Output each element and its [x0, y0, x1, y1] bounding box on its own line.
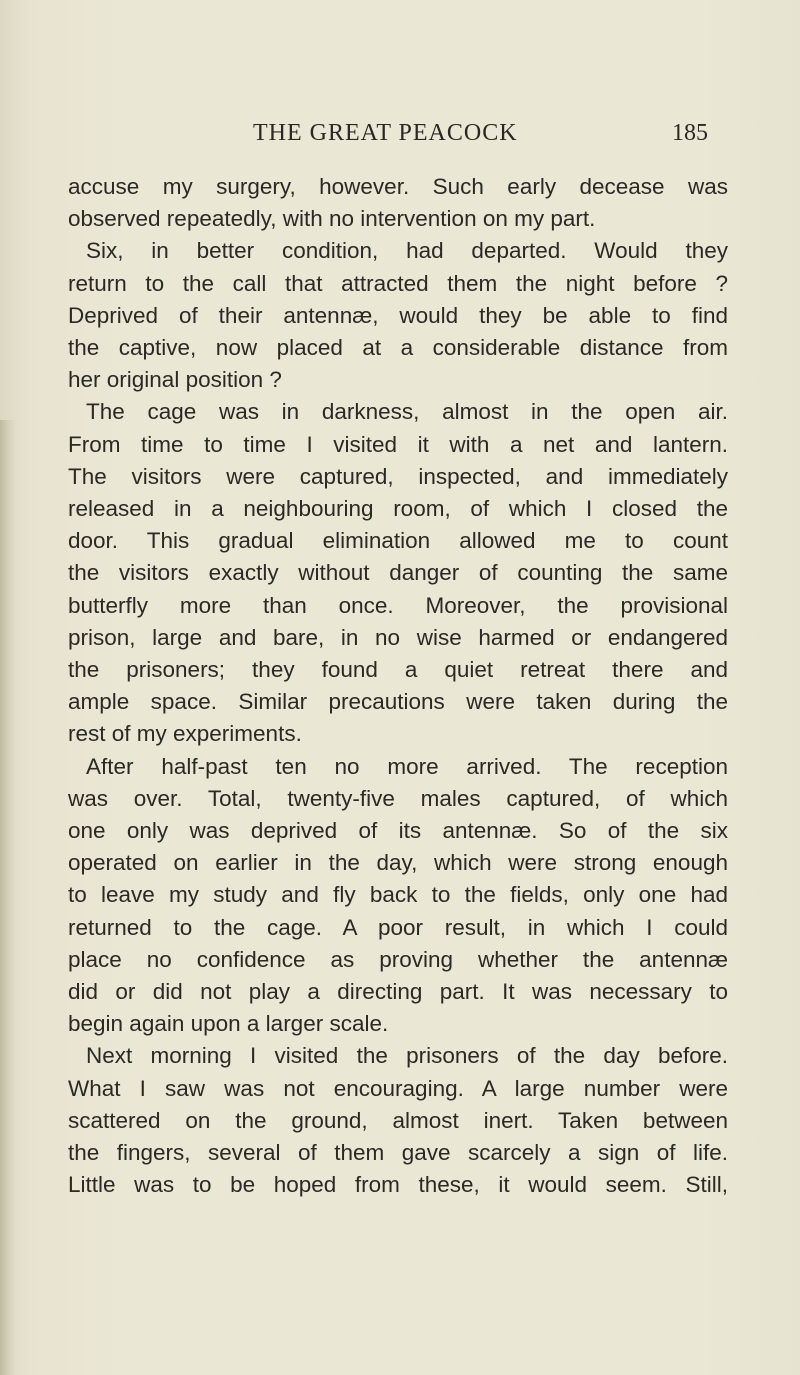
text-line: did or did not play a directing part. It was necessary to: [68, 979, 728, 1005]
text-line: returned to the cage. A poor result, in which I could: [68, 914, 728, 940]
text-line: From time to time I visited it with a net and lantern.: [68, 431, 728, 457]
text-line: one only was deprived of its antennæ. So of the six: [68, 818, 728, 844]
text-line: ample space. Similar precautions were taken during the: [68, 689, 728, 715]
text-line: Deprived of their antennæ, would they be able to find: [68, 302, 728, 328]
text-line: prison, large and bare, in no wise harmed or endangered: [68, 624, 728, 650]
text-line: the visitors exactly without danger of counting the same: [68, 560, 728, 586]
text-line: released in a neighbouring room, of which I closed the: [68, 496, 728, 522]
text-line: observed repeatedly, with no intervention on my part.: [68, 206, 596, 232]
text-line: the fingers, several of them gave scarcely a sign of life.: [68, 1140, 728, 1166]
text-line: return to the call that attracted them the night before ?: [68, 270, 728, 296]
body-text: [68, 171, 728, 1202]
text-line: The cage was in darkness, almost in the open air.: [86, 399, 728, 425]
text-line: begin again upon a larger scale.: [68, 1011, 389, 1037]
running-title: THE GREAT PEACOCK: [253, 120, 518, 146]
page-number: 185: [672, 120, 708, 146]
text-line: Little was to be hoped from these, it would seem. Still,: [68, 1172, 728, 1198]
text-line: rest of my experiments.: [68, 721, 302, 747]
text-line: accuse my surgery, however. Such early decease was: [68, 174, 728, 199]
text-line: After half-past ten no more arrived. The reception: [86, 753, 728, 779]
text-line: operated on earlier in the day, which were strong enough: [68, 850, 728, 876]
text-line: to leave my study and fly back to the fields, only one had: [68, 882, 728, 908]
running-head: [253, 120, 708, 154]
binding-shadow: [0, 420, 16, 1375]
text-line: butterfly more than once. Moreover, the provisional: [68, 592, 728, 618]
text-line: What I saw was not encouraging. A large number were: [68, 1075, 728, 1101]
text-line: door. This gradual elimination allowed me to count: [68, 528, 728, 554]
text-line: scattered on the ground, almost inert. Taken between: [68, 1107, 728, 1133]
text-line: the captive, now placed at a considerable distance from: [68, 335, 728, 361]
text-line: Six, in better condition, had departed. Would they: [86, 238, 728, 264]
text-line: place no confidence as proving whether the antennæ: [68, 946, 728, 972]
text-line: the prisoners; they found a quiet retreat there and: [68, 657, 728, 683]
text-line: her original position ?: [68, 367, 282, 393]
text-line: was over. Total, twenty-five males captured, of which: [68, 785, 728, 811]
text-line: The visitors were captured, inspected, and immediately: [68, 463, 728, 489]
text-line: Next morning I visited the prisoners of the day before.: [86, 1043, 728, 1069]
